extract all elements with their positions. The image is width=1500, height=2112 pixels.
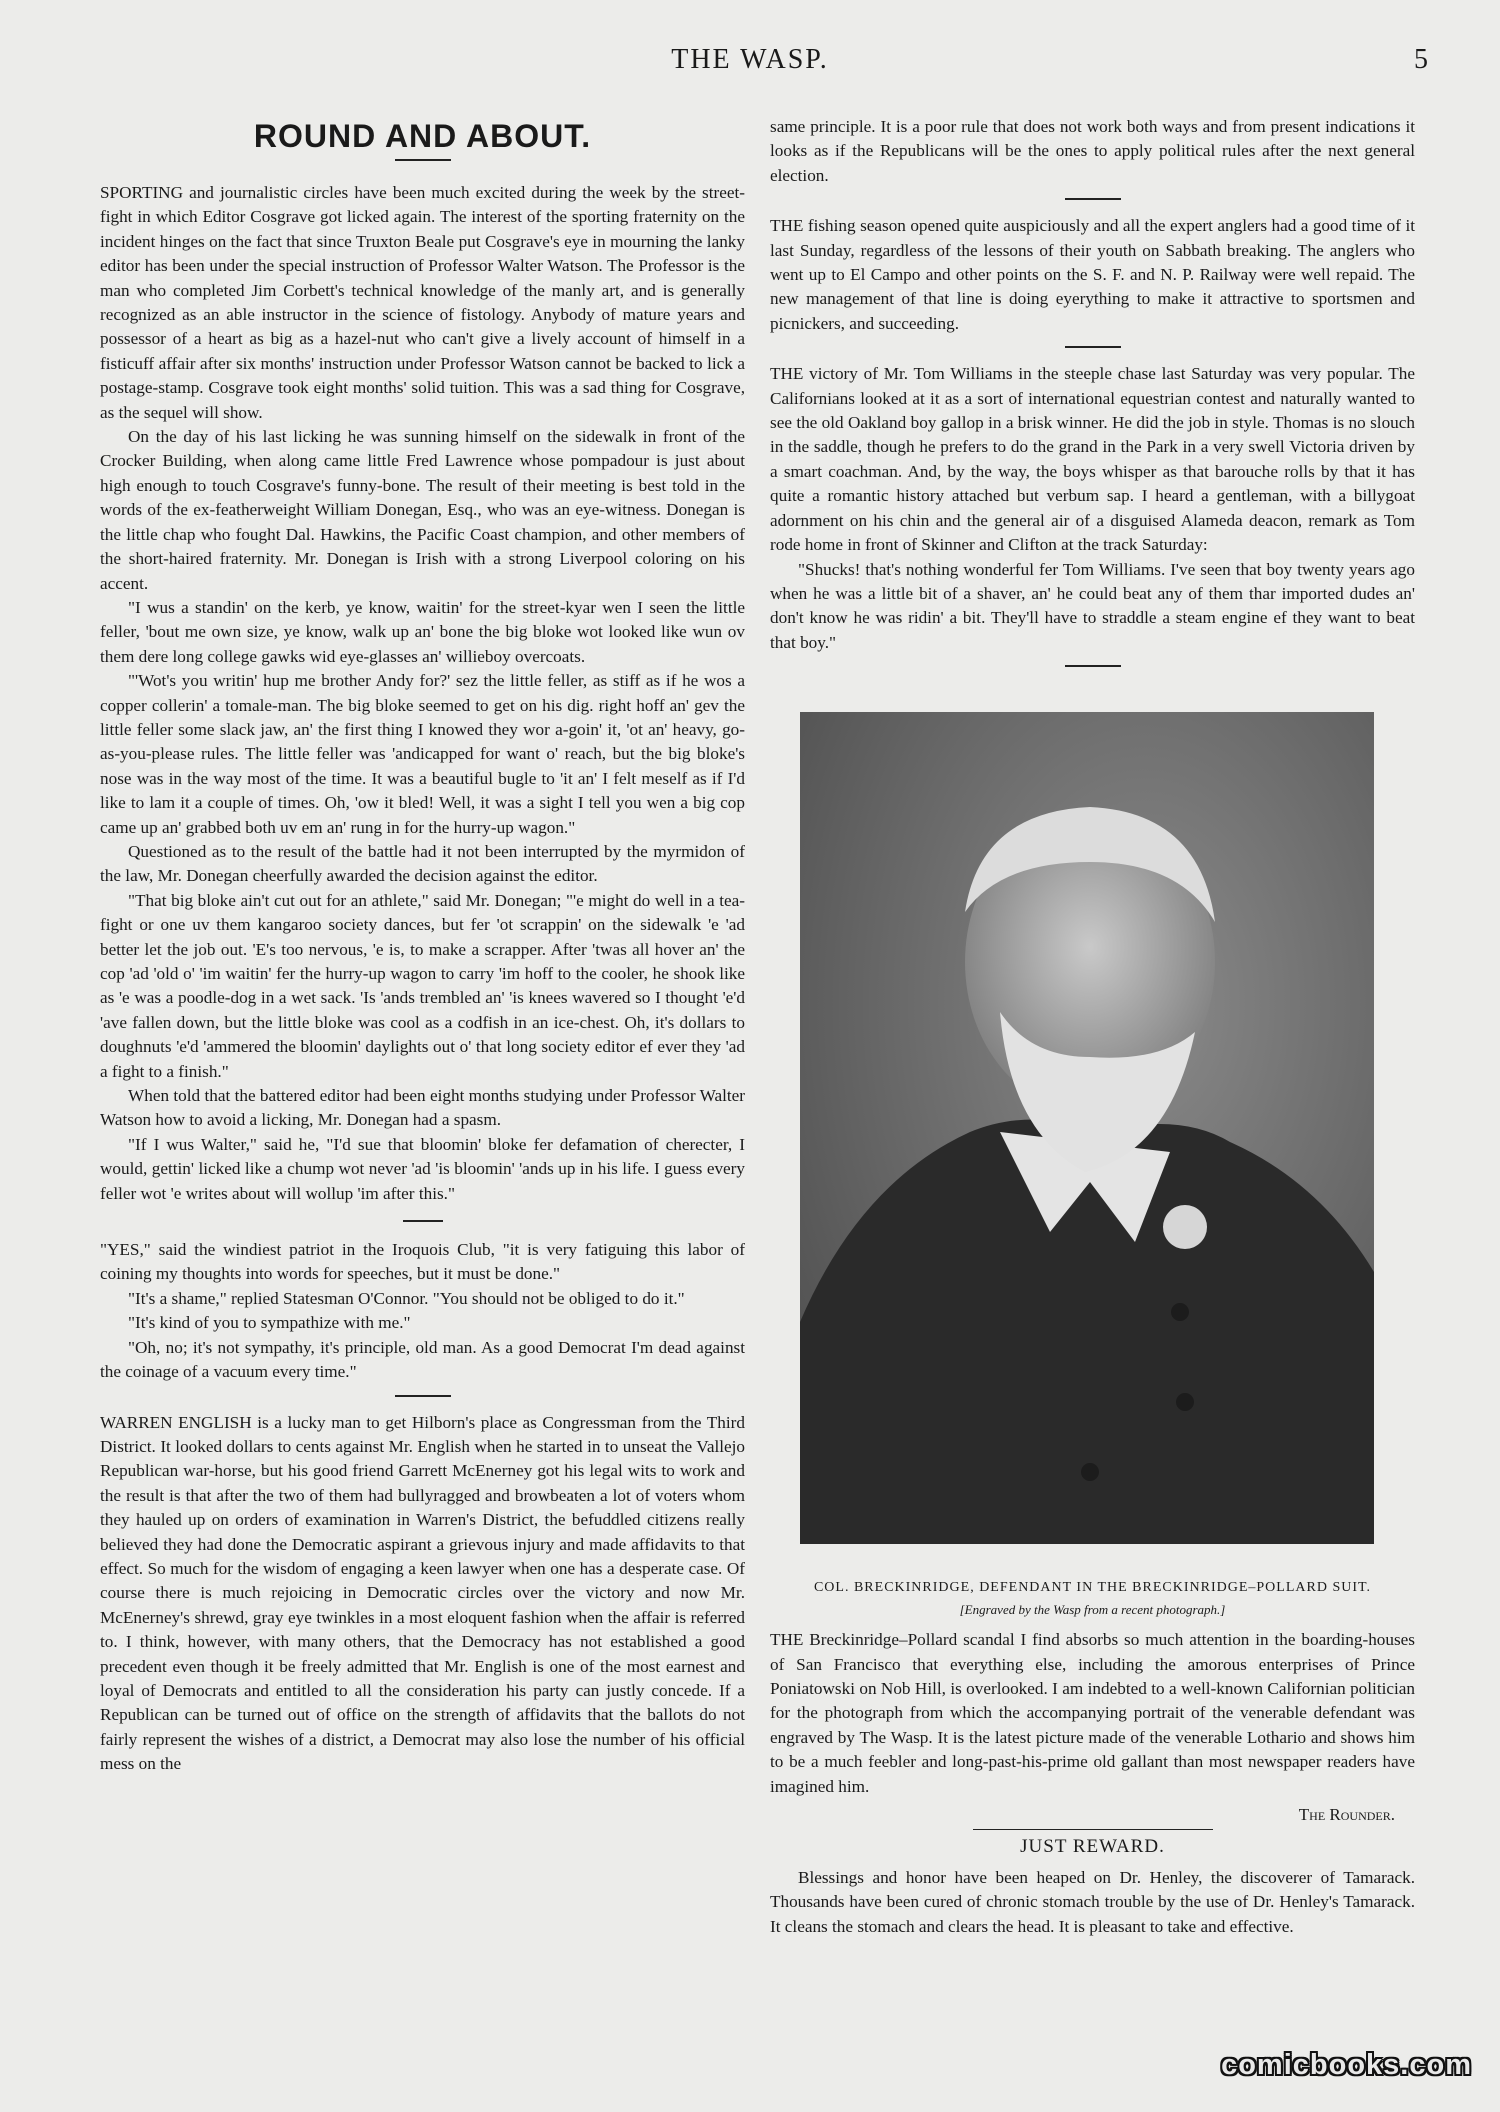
paragraph: On the day of his last licking he was sunning himself on the sidewalk in front of the Crocker Building, when along came little Fred Lawrence whose pompadour is just about high enough to touch Cosgrave's funny-bone. The result of their meeting is best told in the words of the ex-featherweight William Donegan, Esq., who was an eye-witness. Donegan is the little chap who fought Dal. Hawkins, the Pacific Coast champion, and other members of the short-haired fraternity. Mr. Donegan is Irish with a strong Liverpool coloring on his accent.: [100, 427, 745, 593]
paragraph: "I wus a standin' on the kerb, ye know, waitin' for the street-kyar wen I seen the little feller, 'bout me own size, ye know, walk up an' bone the big bloke wot looked like wun ov them dere long college gawks wid eye-glasses an' willieboy overcoats.: [100, 597, 745, 666]
section-divider: [1065, 346, 1121, 348]
paragraph: "Oh, no; it's not sympathy, it's principle, old man. As a good Democrat I'm dead against the coinage of a vacuum every time.": [100, 1337, 745, 1382]
paragraph: "YES," said the windiest patriot in the Iroquois Club, "it is very fatiguing this labor of coining my thoughts into words for speeches, but it must be done.": [100, 1240, 745, 1284]
photo-credit: [Engraved by the Wasp from a recent photograph.]: [959, 1602, 1226, 1618]
paragraph: Blessings and honor have been heaped on Dr. Henley, the discoverer of Tamarack. Thousands have been cured of chronic stomach trouble by the use of Dr. Henley's Tamarack. It cleans the stomach and clears the head. It is pleasant to take and effective.: [770, 1867, 1415, 1936]
paragraph: WARREN ENGLISH is a lucky man to get Hilborn's place as Congressman from the Third District. It looked dollars to cents against Mr. English when he started in to unseat the Vallejo Republican war-horse, but his good friend Garrett McEnerney got his legal wits to work and the result is that after the two of them had bullyragged and browbeaten a lot of voters whom they hauled up on orders of examination in Warren's District, the befuddled citizens really believed they had done the Democratic aspirant a grievous injury and made affidavits to that effect. So much for the wisdom of engaging a keen lawyer when one has a desperate case. Of course there is much rejoicing in Democratic circles over the victory and now Mr. McEnerney's shrewd, gray eye twinkles in a most eloquent fashion when the affair is referred to. I think, however, with many others, that the Democracy has not established a good precedent even though it be freely admitted that Mr. English is one of the most earnest and loyal of Democrats and entitled to all the consideration his party can justly concede. If a Republican can be turned out of office on the strength of affidavits that the ballots do not fairly represent the wishes of a district, a Democrat may also lose the number of his official mess on the: [100, 1412, 745, 1774]
portrait-engraving: [800, 712, 1374, 1544]
headline-rule: [395, 159, 451, 161]
paragraph: "That big bloke ain't cut out for an athlete," said Mr. Donegan; "'e might do well in a tea-fight or one uv them kangaroo society dances, but fer 'ot scrappin' on the sidewalk 'e 'ad better let the job out. 'E's too nervous, 'e is, to make a scrapper. After 'twas all hover an' the cop 'ad 'old o' 'im waitin' fer the hurry-up wagon to carry 'im hoff to the cooler, he shook like as 'e was a poodle-dog in a wet sack. 'Is 'ands trembled an' 'is knees wavered so I thought 'e'd 'ave fallen down, but the little bloke was cool as a codfish in an ice-chest. Oh, it's dollars to doughnuts 'e'd 'ammered the bloomin' daylights out o' that long society editor ef ever they 'ad a fight to a finish.": [100, 890, 745, 1081]
paragraph: "It's a shame," replied Statesman O'Connor. "You should not be obliged to do it.": [128, 1288, 685, 1308]
subhead: JUST REWARD.: [1020, 1835, 1165, 1857]
paragraph: When told that the battered editor had been eight months studying under Professor Walter Watson how to avoid a licking, Mr. Donegan had a spasm.: [100, 1086, 745, 1130]
right-column: [770, 115, 1415, 1939]
running-head: THE WASP.: [671, 44, 829, 75]
section-divider: [1065, 665, 1121, 667]
section-divider: [973, 1829, 1213, 1830]
portrait-image: [800, 712, 1374, 1544]
paragraph: "Shucks! that's nothing wonderful fer Tom Williams. I've seen that boy twenty years ago when he was a little bit of a shaver, an' he could beat any of them thar imported dudes an' don't know he was ridin' a bit. They'll have to straddle a steam engine ef they want to beat that boy.": [770, 559, 1415, 652]
paragraph: "'Wot's you writin' hup me brother Andy for?' sez the little feller, as stiff as if he wos a copper collerin' a tomale-man. The big bloke seemed to get on his dig. right hoff an' gev the little feller some slack jaw, an' the first thing I knowed they wor a-goin' it, 'ot an' heavy, go-as-you-please rules. The little feller was 'andicapped for want o' reach, but the big bloke's nose was in the way most of the time. It was a beautiful bugle to 'it an' I felt meself as if I'd like to lam it a couple of times. Oh, 'ow it bled! Well, it was a sight I tell you wen a big cop came up an' grabbed both uv em an' rung in for the hurry-up wagon.": [100, 671, 745, 837]
left-column: [100, 115, 745, 1777]
paragraph: THE victory of Mr. Tom Williams in the steeple chase last Saturday was very popular. The Californians looked at it as a sort of international equestrian contest and naturally wanted to see the old Oakland boy gallop in a brisk winner. He did the job in style. Thomas is no slouch in the saddle, though he prefers to do the grand in the Park in a very swell Victoria driven by a smart coachman. And, by the way, the boys whisper as that barouche rolls by that it has quite a romantic history attached but verbum sap. I heard a gentleman, with a billygoat adornment on his chin and the general air of a disguised Alameda deacon, remark as Tom rode home in front of Skinner and Clifton at the track Saturday:: [770, 364, 1415, 555]
paragraph: THE fishing season opened quite auspiciously and all the expert anglers had a good time of it last Sunday, regardless of the lessons of their youth on Sabbath breaking. The anglers who went up to El Campo and other points on the S. F. and N. P. Railway were well repaid. The new management of that line is doing eyerything to make it attractive to sportsmen and picnickers, and succeeding.: [770, 216, 1415, 333]
section-divider: [403, 1220, 443, 1222]
paragraph: THE Breckinridge–Pollard scandal I find absorbs so much attention in the boarding-houses of San Francisco that everything else, including the amorous enterprises of Prince Poniatowski on Nob Hill, is overlooked. I am indebted to a well-known Californian politician for the photograph from which the accompanying portrait of the venerable defendant was engraved by The Wasp. It is the latest picture made of the venerable Lothario and shows him to be a much feebler and long-past-his-prime old gallant than most newspaper readers have imagined him.: [770, 1630, 1415, 1796]
author-signature: The Rounder.: [1298, 1804, 1395, 1824]
paragraph: SPORTING and journalistic circles have been much excited during the week by the street-fight in which Editor Cosgrave got licked again. The interest of the sporting fraternity on the incident hinges on the fact that since Truxton Beale put Cosgrave's eye in mourning the lanky editor has been under the special instruction of Professor Walter Watson. The Professor is the man who completed Jim Corbett's technical knowledge of the manly art, and is generally recognized as an able instructor in the science of fistology. Anybody of mature years and possessor of a heart as big as a hazel-nut who can't give a lively account of himself in a fisticuff affair after six months' instruction under Professor Watson cannot be backed to lick a postage-stamp. Cosgrave took eight months' solid tuition. This was a sad thing for Cosgrave, as the sequel will show.: [100, 183, 745, 422]
portrait-caption: COL. BRECKINRIDGE, DEFENDANT IN THE BRECKINRIDGE–POLLARD SUIT.: [813, 1580, 1372, 1596]
section-divider: [1065, 198, 1121, 200]
article-headline: ROUND AND ABOUT.: [253, 118, 592, 154]
watermark-logo: comicbooks.com: [1221, 2049, 1472, 2081]
page-number: 5: [1414, 44, 1428, 75]
paragraph: same principle. It is a poor rule that does not work both ways and from present indications it looks as if the Republicans will be the ones to apply political rules after the next general election.: [770, 117, 1415, 185]
paragraph: "It's kind of you to sympathize with me.": [128, 1313, 411, 1333]
section-divider: [395, 1395, 451, 1397]
paragraph: Questioned as to the result of the battle had it not been interrupted by the myrmidon of the law, Mr. Donegan cheerfully awarded the decision against the editor.: [100, 841, 745, 886]
paragraph: "If I wus Walter," said he, "I'd sue that bloomin' bloke fer defamation of cherecter, I would, gettin' licked like a chump wot never 'ad 'is bloomin' 'ands up in his life. I guess every feller wot 'e writes about will wollup 'im after this.": [100, 1134, 745, 1203]
